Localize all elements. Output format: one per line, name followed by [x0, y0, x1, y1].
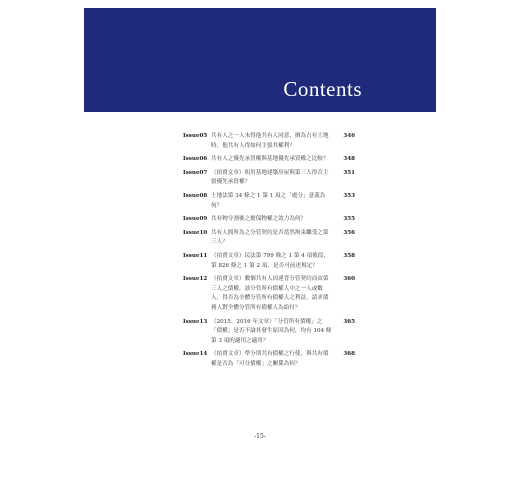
toc-entry-title: 土地法第 34 條之 1 第 1 項之「處分」意義為何？ — [211, 192, 326, 209]
toc-page-number: 360 — [343, 276, 355, 283]
toc-issue-number: Issue08 — [183, 192, 208, 199]
toc-entry[interactable] — [183, 350, 355, 369]
page-number: -15- — [254, 433, 266, 440]
toc-entry-title: （2015、2016 年文章）「分管所有債權」之「債權」是否不論其發生原因為何，均有 104 條第 3 項的適用之適用？ — [211, 318, 332, 344]
toc-page-number: 355 — [343, 216, 355, 223]
toc-entry[interactable] — [183, 155, 355, 165]
toc-entry[interactable] — [183, 169, 355, 188]
toc-issue-number: Issue09 — [183, 216, 208, 223]
toc-issue-number: Issue12 — [183, 276, 208, 283]
toc-entry[interactable] — [183, 229, 355, 248]
toc-entry[interactable] — [183, 275, 355, 313]
toc-issue-number: Issue14 — [183, 351, 208, 358]
toc-page-number: 358 — [343, 252, 355, 259]
toc-issue-number: Issue07 — [183, 169, 208, 176]
toc-issue-number: Issue13 — [183, 318, 208, 325]
toc-entry[interactable] — [183, 252, 355, 271]
toc-entry[interactable] — [183, 215, 355, 225]
page-title: Contents — [283, 77, 362, 101]
toc-issue-number: Issue05 — [183, 133, 208, 139]
toc-issue-number: Issue11 — [183, 252, 208, 259]
toc-entry-title: 共有人之一人未得他共有人同意，擅為占有土地時，他共有人得如何主張其權利？ — [211, 133, 329, 149]
toc-entry[interactable] — [183, 318, 355, 347]
toc-entry[interactable] — [183, 132, 355, 151]
toc-page-number: 348 — [343, 156, 355, 163]
toc-entry-title: 共有人之優先承買權與基地優先承買權之比較？ — [211, 156, 329, 163]
toc-page-number: 353 — [343, 192, 355, 199]
toc-issue-number: Issue06 — [183, 156, 208, 163]
toc-entry-title: （拍賣文章）租用基地建築房屋與第三人得否主張優先承買權？ — [211, 169, 329, 186]
table-of-contents — [183, 132, 355, 373]
toc-page-number: 346 — [343, 133, 355, 139]
toc-page-number: 356 — [343, 229, 355, 236]
toc-issue-number: Issue10 — [183, 229, 208, 236]
toc-page-number: 365 — [343, 318, 355, 325]
toc-entry-title: （拍賣文章）民法第 799 條之 1 第 4 項後段，第 826 條之 1 第 2 項，是否可前述規定？ — [211, 252, 329, 269]
contents-banner — [84, 8, 436, 112]
toc-entry-title: 共有物分割後之擔保物權之效力為何？ — [211, 216, 307, 223]
toc-page-number: 351 — [343, 169, 355, 176]
toc-entry-title: 共有人間所為之分管契約是否當然拘束繼受之第三人？ — [211, 229, 329, 246]
toc-page-number: 368 — [343, 351, 355, 358]
toc-entry-title: （拍賣文章）準分別共有債權之行使，與共有債權是否為「可分債權」之關係為何？ — [211, 351, 329, 367]
toc-entry[interactable] — [183, 192, 355, 211]
toc-entry-title: （拍賣文章）數個共有人因違背分管契約而由第三人之債權，該分管所有債權人中之一人或數人，得否為全體分管所有債權人之利益，請求債務人對全體分管所有債權人為給付？ — [211, 276, 329, 311]
